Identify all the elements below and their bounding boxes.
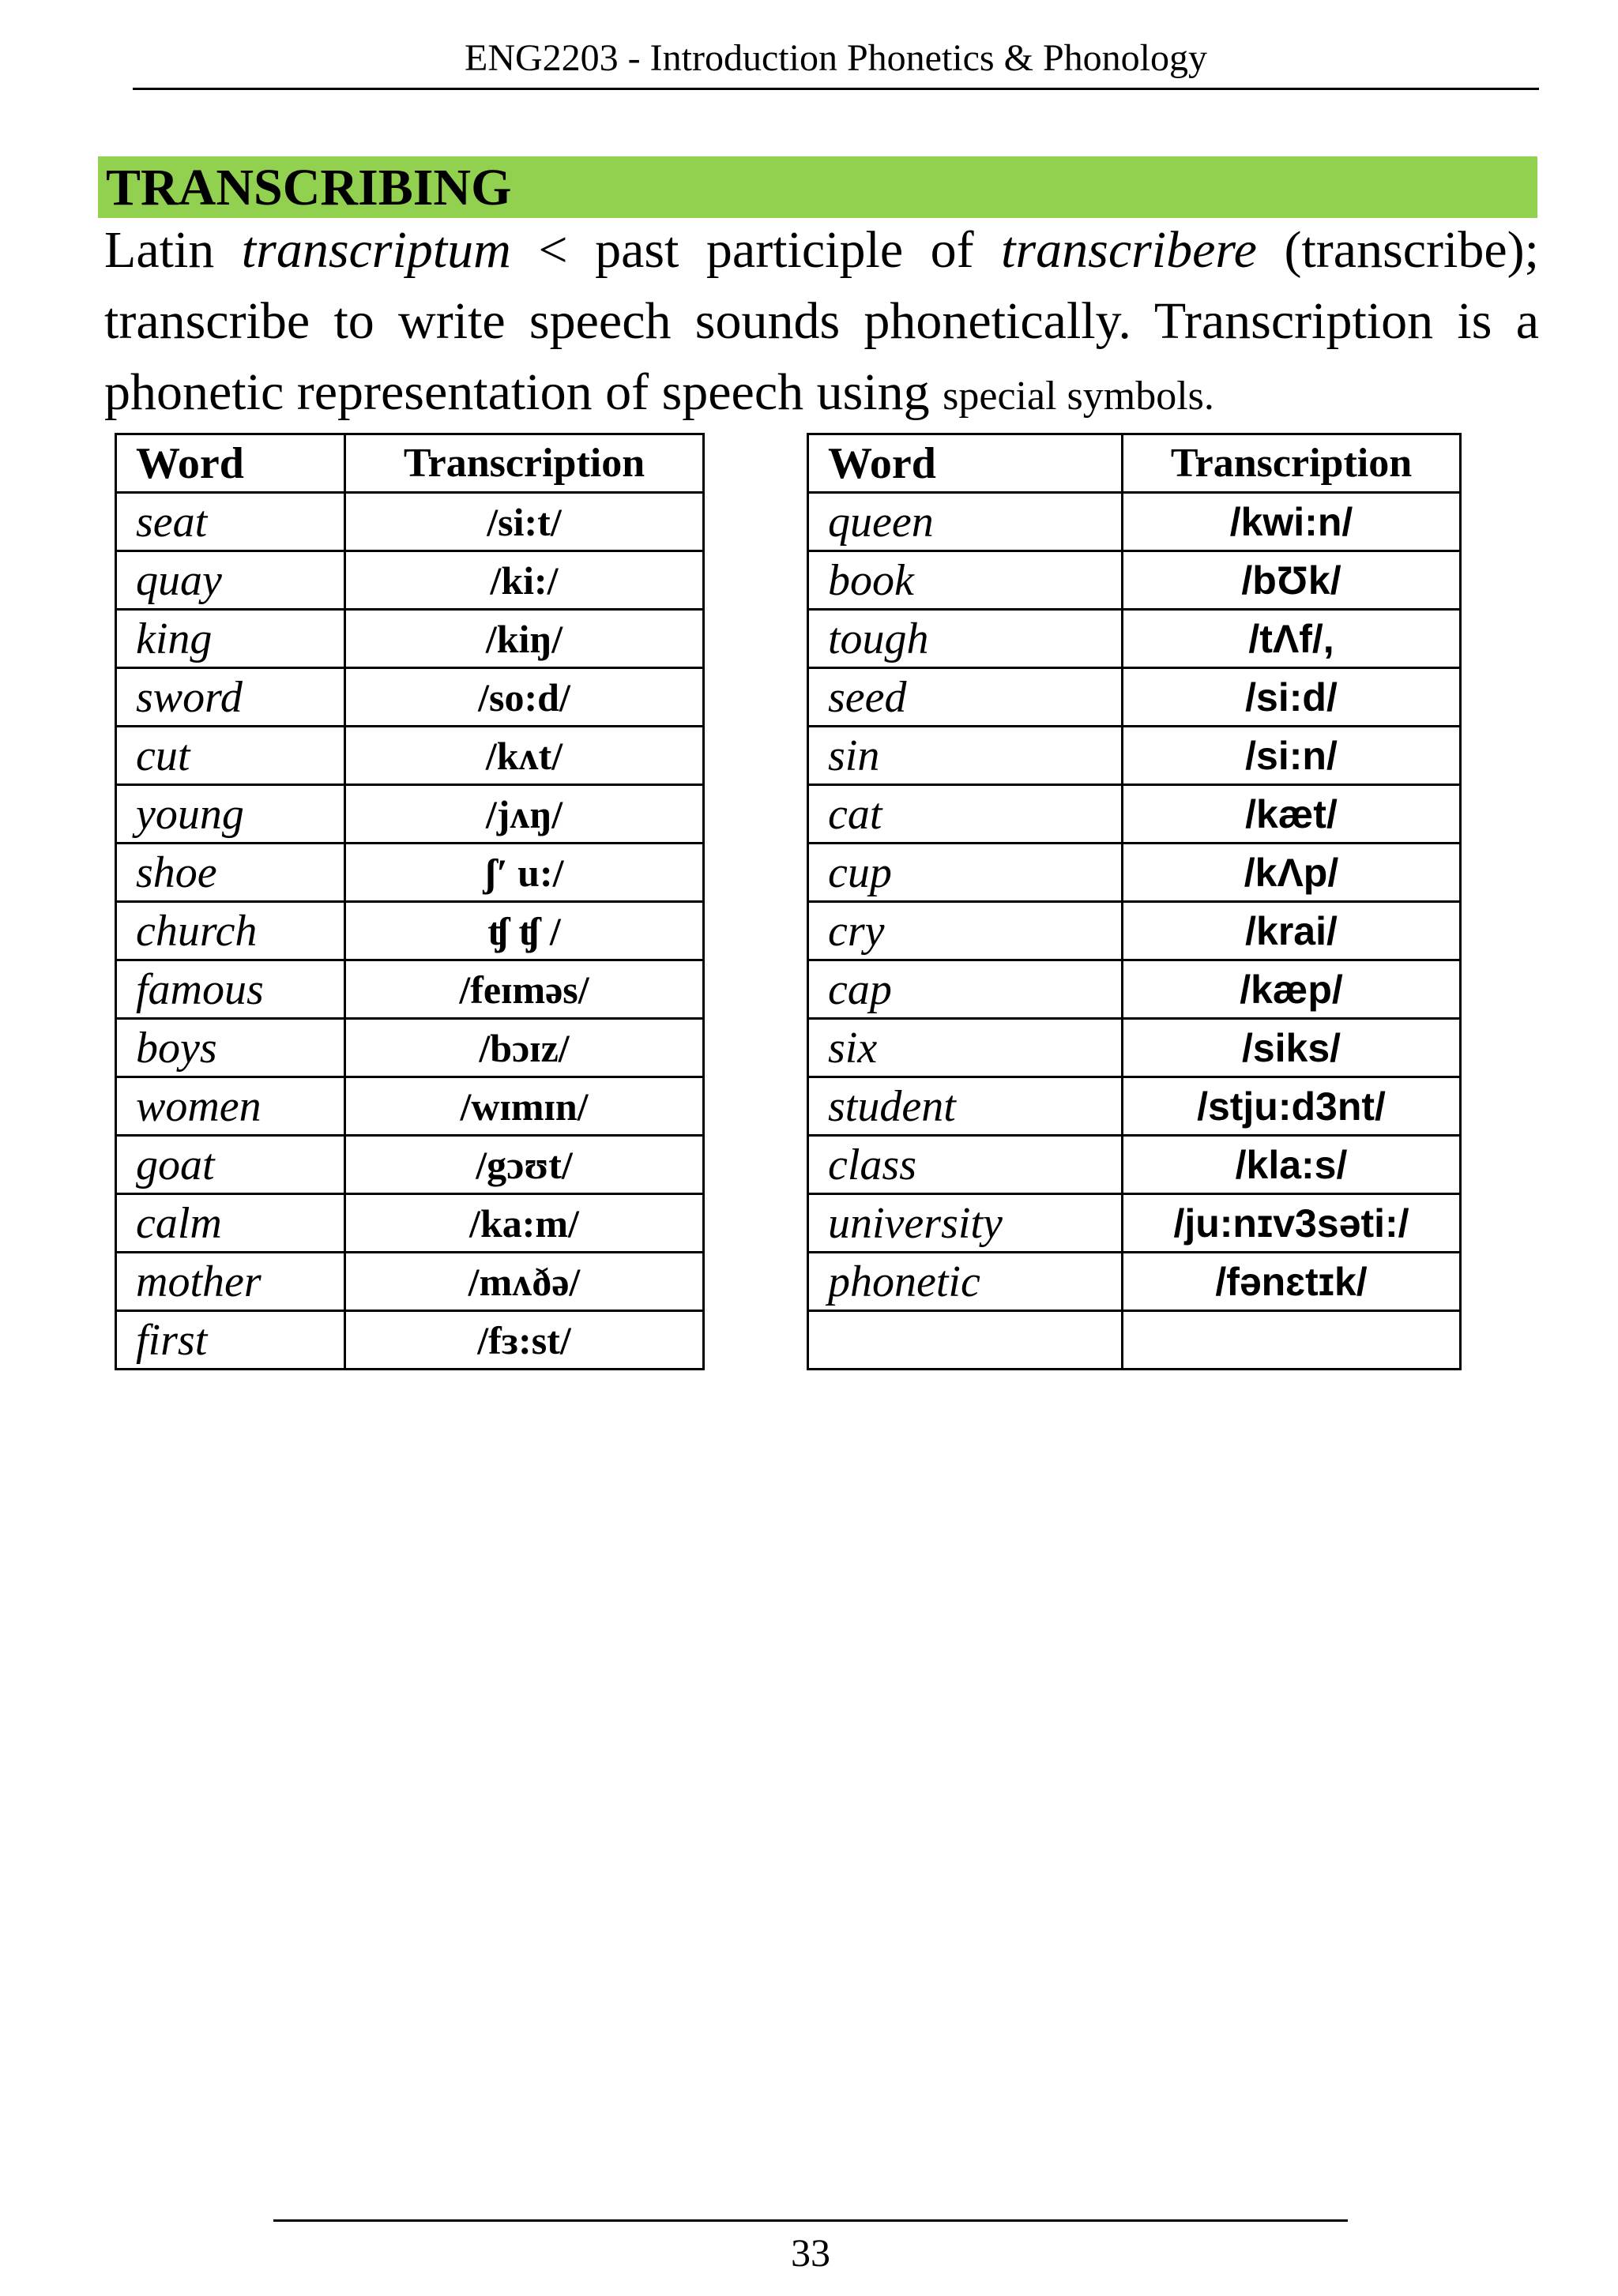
table-row xyxy=(808,785,1461,844)
table-header-row xyxy=(116,434,704,493)
column-header-word: Word xyxy=(808,434,1123,493)
table-row xyxy=(808,610,1461,668)
table-row xyxy=(116,668,704,727)
transcription-cell: /bɔɪz/ xyxy=(345,1019,704,1077)
table-row xyxy=(116,902,704,960)
transcription-cell: /kiŋ/ xyxy=(345,610,704,668)
table-row xyxy=(116,610,704,668)
table-row xyxy=(116,960,704,1019)
word-cell: goat xyxy=(116,1136,345,1194)
word-cell: famous xyxy=(116,960,345,1019)
word-cell: cat xyxy=(808,785,1123,844)
transcription-cell: /si:n/ xyxy=(1123,727,1461,785)
table-row xyxy=(808,493,1461,551)
word-cell: young xyxy=(116,785,345,844)
word-cell: sword xyxy=(116,668,345,727)
column-header-transcription: Transcription xyxy=(345,434,704,493)
word-cell: six xyxy=(808,1019,1123,1077)
transcription-cell xyxy=(1123,1311,1461,1370)
table-row xyxy=(808,902,1461,960)
transcription-cell: /gɔʊt/ xyxy=(345,1136,704,1194)
table-row xyxy=(116,493,704,551)
intro-text: Latin xyxy=(104,221,242,279)
intro-text: < past participle of xyxy=(510,221,1002,279)
word-cell: class xyxy=(808,1136,1123,1194)
left-word-table xyxy=(115,433,705,1370)
word-cell: queen xyxy=(808,493,1123,551)
table-row xyxy=(808,844,1461,902)
word-cell: seat xyxy=(116,493,345,551)
table-row xyxy=(116,1194,704,1253)
column-header-word: Word xyxy=(116,434,345,493)
transcription-cell: /feɪməs/ xyxy=(345,960,704,1019)
word-cell: cap xyxy=(808,960,1123,1019)
footer-rule xyxy=(273,2219,1348,2222)
word-cell: women xyxy=(116,1077,345,1136)
word-cell: sin xyxy=(808,727,1123,785)
table-row xyxy=(116,844,704,902)
section-title: TRANSCRIBING xyxy=(98,156,1537,218)
word-cell: quay xyxy=(116,551,345,610)
word-cell: tough xyxy=(808,610,1123,668)
table-row xyxy=(808,1077,1461,1136)
table-row xyxy=(116,1136,704,1194)
intro-paragraph xyxy=(104,215,1539,432)
word-cell: boys xyxy=(116,1019,345,1077)
transcription-cell: /ki:/ xyxy=(345,551,704,610)
transcription-cell: /kwi:n/ xyxy=(1123,493,1461,551)
intro-text-small: special symbols. xyxy=(943,374,1214,419)
word-cell: mother xyxy=(116,1253,345,1311)
transcription-cell: ʃ′ u:/ xyxy=(345,844,704,902)
transcription-cell: /jʌŋ/ xyxy=(345,785,704,844)
transcription-cell: /wɪmɪn/ xyxy=(345,1077,704,1136)
table-row xyxy=(808,960,1461,1019)
word-cell: cup xyxy=(808,844,1123,902)
transcription-cell: /fənɛtɪk/ xyxy=(1123,1253,1461,1311)
word-cell xyxy=(808,1311,1123,1370)
word-cell: first xyxy=(116,1311,345,1370)
table-row xyxy=(808,1194,1461,1253)
transcription-cell: /si:d/ xyxy=(1123,668,1461,727)
header-rule xyxy=(133,88,1539,90)
word-cell: seed xyxy=(808,668,1123,727)
right-word-table xyxy=(807,433,1462,1370)
table-row xyxy=(808,551,1461,610)
word-cell: cut xyxy=(116,727,345,785)
transcription-cell: /kæp/ xyxy=(1123,960,1461,1019)
page-number: 33 xyxy=(791,2230,830,2275)
table-header-row xyxy=(808,434,1461,493)
table-row xyxy=(116,785,704,844)
column-header-transcription: Transcription xyxy=(1123,434,1461,493)
word-cell: cry xyxy=(808,902,1123,960)
table-row xyxy=(116,1019,704,1077)
transcription-cell: ʧ ʧ / xyxy=(345,902,704,960)
table-row xyxy=(808,668,1461,727)
intro-term-transcribere: transcribere xyxy=(1001,221,1257,279)
word-cell: church xyxy=(116,902,345,960)
transcription-cell: /kla:s/ xyxy=(1123,1136,1461,1194)
transcription-cell: /mʌðə/ xyxy=(345,1253,704,1311)
transcription-cell: /ka:m/ xyxy=(345,1194,704,1253)
table-row xyxy=(808,1136,1461,1194)
transcription-cell: /stju:d3nt/ xyxy=(1123,1077,1461,1136)
transcription-cell: /fɜ:st/ xyxy=(345,1311,704,1370)
table-row xyxy=(116,1253,704,1311)
transcription-cell: /tɅf/, xyxy=(1123,610,1461,668)
table-row xyxy=(116,1311,704,1370)
intro-term-transcriptum: transcriptum xyxy=(241,221,511,279)
word-cell: calm xyxy=(116,1194,345,1253)
transcription-cell: /krai/ xyxy=(1123,902,1461,960)
transcription-cell: /so:d/ xyxy=(345,668,704,727)
transcription-cell: /ju:nɪv3səti:/ xyxy=(1123,1194,1461,1253)
table-row xyxy=(808,1253,1461,1311)
table-row xyxy=(808,1311,1461,1370)
word-cell: university xyxy=(808,1194,1123,1253)
word-cell: king xyxy=(116,610,345,668)
word-cell: book xyxy=(808,551,1123,610)
word-cell: shoe xyxy=(116,844,345,902)
intro-text: (transcribe); transcribe to write speech sounds phonetically. Transcription is a phonetic representation of speech using xyxy=(104,221,1539,421)
running-header: ENG2203 - Introduction Phonetics & Phonology xyxy=(465,37,1207,79)
table-row xyxy=(808,727,1461,785)
table-row xyxy=(808,1019,1461,1077)
transcription-cell: /bƱk/ xyxy=(1123,551,1461,610)
table-row xyxy=(116,551,704,610)
word-cell: student xyxy=(808,1077,1123,1136)
transcription-cell: /kɅp/ xyxy=(1123,844,1461,902)
table-row xyxy=(116,1077,704,1136)
transcription-cell: /kʌt/ xyxy=(345,727,704,785)
transcription-cell: /si:t/ xyxy=(345,493,704,551)
transcription-cell: /kæt/ xyxy=(1123,785,1461,844)
transcription-cell: /siks/ xyxy=(1123,1019,1461,1077)
table-row xyxy=(116,727,704,785)
word-cell: phonetic xyxy=(808,1253,1123,1311)
